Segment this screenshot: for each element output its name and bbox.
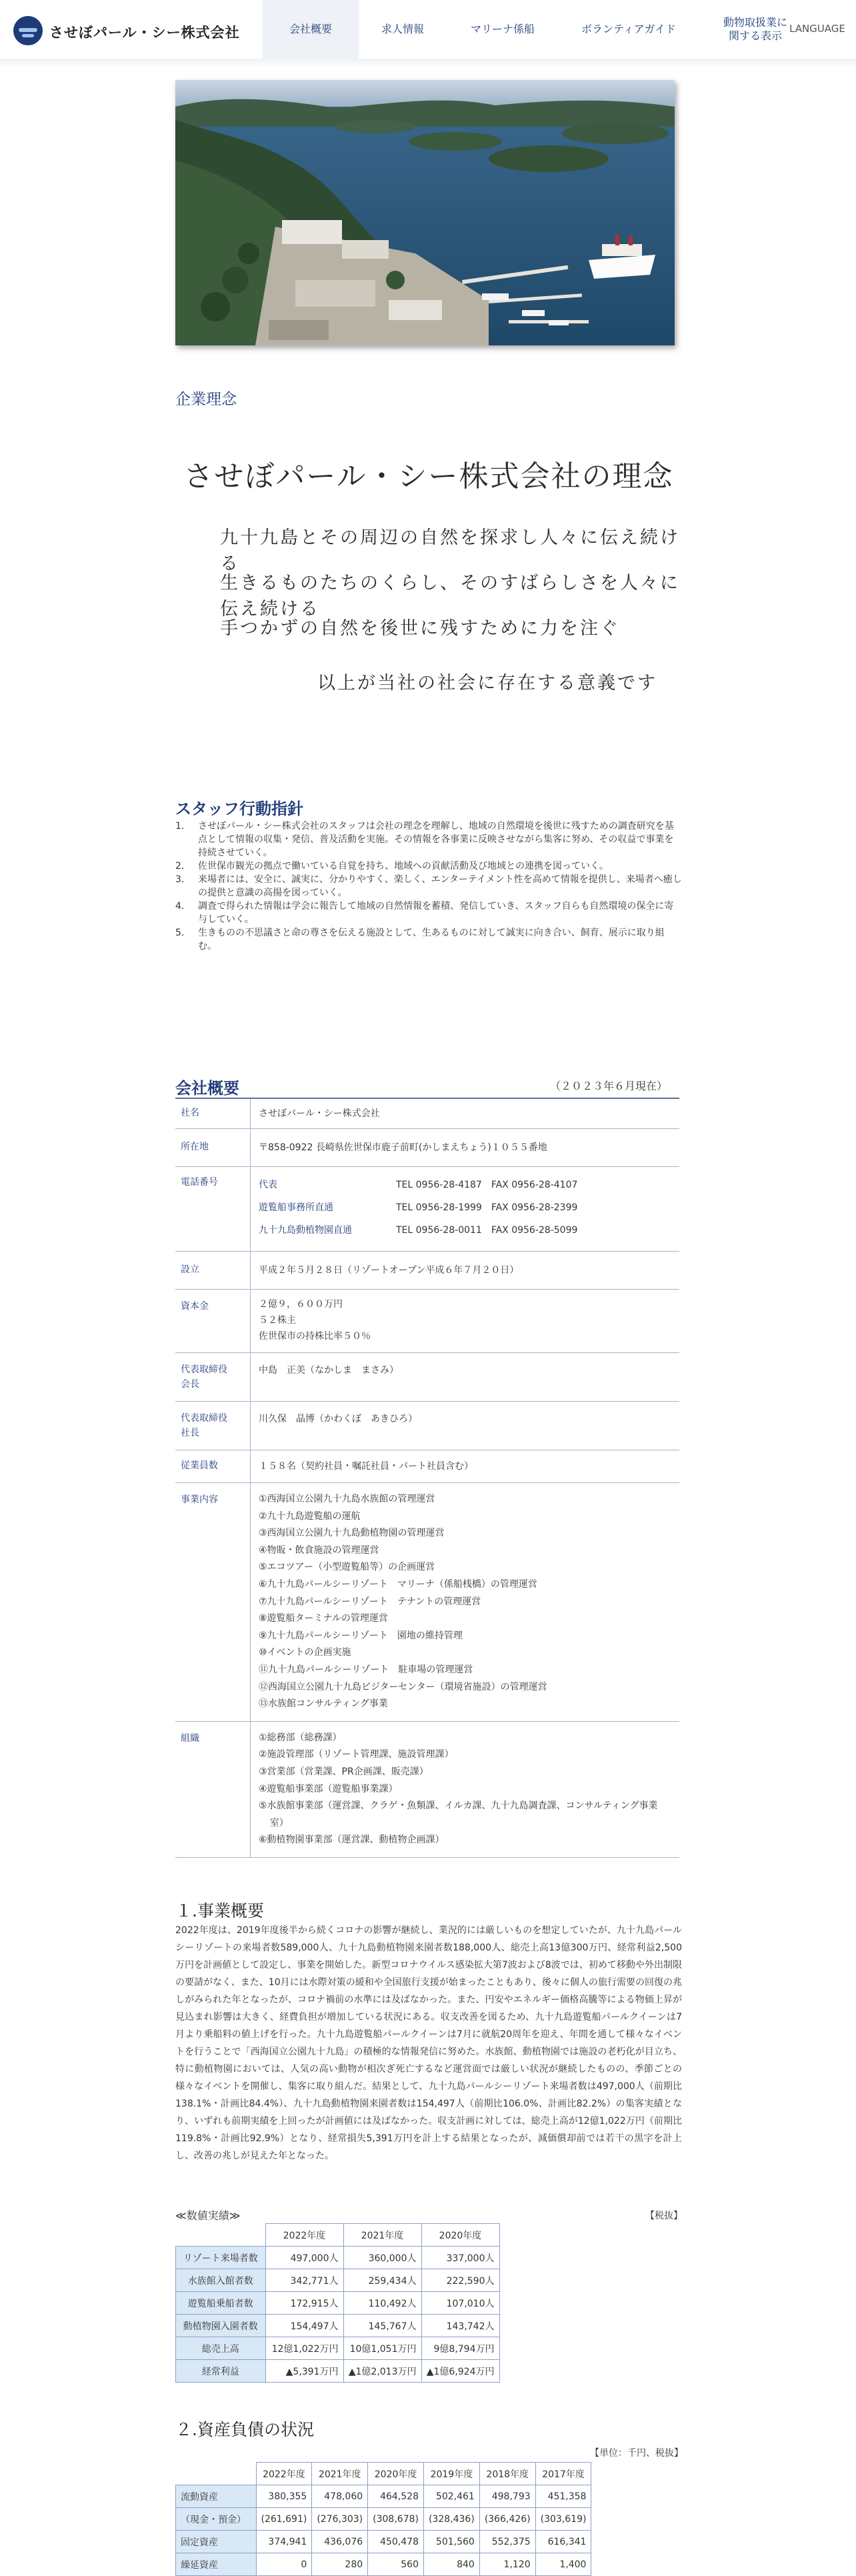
phone-number[interactable]: TEL 0956-28-1999 FAX 0956-28-2399 <box>396 1202 578 1213</box>
table-row <box>175 1402 679 1450</box>
overview-as-of-date: （２０２３年６月現在） <box>550 1080 668 1092</box>
row-header: 総売上高 <box>176 2337 266 2360</box>
table-cell: 380,355 <box>256 2485 312 2508</box>
company-overview-heading: 会社概要 <box>175 1079 239 1098</box>
employees-value: １５８名（契約社員・嘱託社員・パート社員含む） <box>259 1461 473 1472</box>
row-label: 社名 <box>175 1099 251 1128</box>
list-item: ②施設管理部（リゾート管理課、施設管理課） <box>259 1749 454 1760</box>
table-cell: 337,000人 <box>421 2247 499 2269</box>
tax-note: 【税抜】 <box>645 2211 683 2221</box>
list-item: ⑥九十九島パールシーリゾート マリーナ（係船桟橋）の管理運営 <box>259 1578 537 1590</box>
staff-guidelines-list <box>175 820 682 953</box>
capital-value <box>251 1290 679 1352</box>
list-item: 1． させぼパール・シー株式会社のスタッフは会社の理念を理解し、地域の自然環境を後世に残すための調査研究を基点として情報の収集・発信、普及活動を実施。その情報を各事業に反映させながら集客に努め、その収益で事業を持続させていく。 <box>175 821 674 858</box>
table-cell: (261,691) <box>256 2508 312 2531</box>
table-row <box>176 2292 500 2315</box>
language-selector[interactable]: LANGUAGE <box>789 23 845 35</box>
president-value: 川久保 晶博（かわくぼ あきひろ） <box>259 1414 417 1424</box>
table-cell: 280 <box>312 2553 368 2576</box>
column-header: 2020年度 <box>421 2224 499 2247</box>
row-header: 遊覧船乗船者数 <box>176 2292 266 2315</box>
table-cell: 9億8,794万円 <box>421 2337 499 2360</box>
column-header: 2019年度 <box>423 2463 479 2485</box>
table-cell: 145,767人 <box>343 2315 421 2337</box>
phone-label: 代表 <box>259 1180 277 1190</box>
results-table <box>175 2223 500 2383</box>
table-cell: 450,478 <box>368 2531 424 2553</box>
assets-table <box>175 2462 591 2576</box>
table-cell: 464,528 <box>368 2485 424 2508</box>
table-cell: 0 <box>256 2553 312 2576</box>
table-header-row <box>176 2463 591 2485</box>
list-item: ⑨九十九島パールシーリゾート 園地の維持管理 <box>259 1630 463 1641</box>
philosophy-heading: 企業理念 <box>175 391 237 408</box>
phone-numbers <box>251 1167 679 1251</box>
table-cell: ▲5,391万円 <box>265 2360 343 2383</box>
table-row <box>176 2360 500 2383</box>
company-overview-table <box>175 1098 679 1858</box>
list-item: ⑬水族館コンサルティング事業 <box>259 1698 388 1710</box>
company-name-value: させぼパール・シー株式会社 <box>259 1108 380 1119</box>
company-name[interactable]: させぼパール・シー株式会社 <box>49 25 240 41</box>
corner-cell <box>176 2224 266 2247</box>
phone-label: 九十九島動植物園直通 <box>259 1225 352 1236</box>
nav-item-marina[interactable]: マリーナ係船 <box>470 23 535 35</box>
table-cell: 342,771人 <box>265 2269 343 2292</box>
table-cell: 360,000人 <box>343 2247 421 2269</box>
philosophy-line: 九十九島とその周辺の自然を探求し人々に伝え続ける <box>220 527 680 574</box>
corner-cell <box>176 2463 257 2485</box>
table-cell: 143,742人 <box>421 2315 499 2337</box>
nav-item-jobs[interactable]: 求人情報 <box>381 23 424 35</box>
table-cell: (276,303) <box>312 2508 368 2531</box>
row-label: 所在地 <box>175 1129 251 1166</box>
results-table-title: ≪数値実績≫ <box>175 2209 241 2222</box>
list-item: ⑥動植物園事業部（運営課、動植物企画課） <box>259 1834 445 1846</box>
table-cell: 560 <box>368 2553 424 2576</box>
list-item: ①西海国立公園九十九島水族館の管理運営 <box>259 1494 435 1504</box>
unit-note: 【単位：千円、税抜】 <box>590 2448 683 2459</box>
table-cell: 259,434人 <box>343 2269 421 2292</box>
table-row <box>175 1129 679 1167</box>
list-item: ⑪九十九島パールシーリゾート 駐車場の管理運営 <box>259 1664 473 1675</box>
list-item: 3． 来場者には、安全に、誠実に、分かりやすく、楽しく、エンターテイメント性を高めて情報を提供し、来場者へ癒しの提供と意識の高揚を図っていく。 <box>175 874 682 898</box>
table-row <box>176 2269 500 2292</box>
table-cell: 436,076 <box>312 2531 368 2553</box>
list-item: ④遊覧船事業部（遊覧船事業課） <box>259 1783 398 1794</box>
table-cell: 172,915人 <box>265 2292 343 2315</box>
table-cell: 498,793 <box>479 2485 535 2508</box>
established-value: 平成２年５月２８日（リゾートオープン平成６年７月２０日） <box>259 1265 519 1276</box>
column-header: 2022年度 <box>265 2224 343 2247</box>
table-row <box>176 2531 591 2553</box>
table-row <box>176 2553 591 2576</box>
table-cell: (328,436) <box>423 2508 479 2531</box>
row-header: 経常利益 <box>176 2360 266 2383</box>
row-label: 従業員数 <box>175 1450 251 1482</box>
site-header <box>0 0 856 59</box>
philosophy-line: 手つかずの自然を後世に残すために力を注ぐ <box>220 618 620 639</box>
table-cell: 12億1,022万円 <box>265 2337 343 2360</box>
list-item: 5． 生きものの不思議さと命の尊さを伝える施設として、生あるものに対して誠実に向き合い、飼育、展示に取り組む。 <box>175 928 665 952</box>
list-item: ②九十九島遊覧船の運航 <box>259 1510 361 1522</box>
list-item: ⑤エコツアー（小型遊覧船等）の企画運営 <box>259 1562 435 1573</box>
business-list <box>251 1483 679 1721</box>
row-label: 代表取締役 会長 <box>175 1353 251 1401</box>
row-header: リゾート来場者数 <box>176 2247 266 2269</box>
organization-list <box>251 1722 679 1857</box>
nav-item-volunteer[interactable]: ボランティアガイド <box>581 23 677 35</box>
table-cell: 451,358 <box>535 2485 591 2508</box>
capital-amount: ２億９，６００万円 <box>259 1299 343 1310</box>
list-item: ⑧遊覧船ターミナルの管理運営 <box>259 1613 388 1624</box>
row-label: 資本金 <box>175 1290 251 1352</box>
table-cell: 107,010人 <box>421 2292 499 2315</box>
row-header: （現金・預金） <box>176 2508 257 2531</box>
list-item: ⑦九十九島パールシーリゾート テナントの管理運営 <box>259 1596 481 1607</box>
column-header: 2020年度 <box>368 2463 424 2485</box>
table-row <box>176 2247 500 2269</box>
list-item: ④物販・飲食施設の管理運営 <box>259 1544 379 1556</box>
list-item: ⑫西海国立公園九十九島ビジターセンター（環境省施設）の管理運営 <box>259 1681 547 1692</box>
table-row <box>175 1099 679 1129</box>
address-value: 〒858-0922 長崎県佐世保市鹿子前町(かしまえちょう)１０５５番地 <box>259 1142 547 1153</box>
table-row <box>176 2485 591 2508</box>
table-cell: 222,590人 <box>421 2269 499 2292</box>
chairman-value: 中島 正美（なかしま まさみ） <box>259 1365 399 1376</box>
business-summary-text: 2022年度は、2019年度後半から続くコロナの影響が継続し、業況的には厳しいものを想定していたが、九十九島パールシーリゾートの来場者数589,000人、九十九島動植物園来園者数188,000人、総売上高13億300万円、経常利益2,500万円を計画値として設定し、事業を開始した。新型コロナウイルス感染拡大第7波および8波では、初めて移動や外出制限の要請がなく、また、10月には水際対策の緩和や全国旅行支援が始まったこともあり、後々に個人の旅行需要の回復の兆しがみられた年となったが、コロナ禍前の水準には及ばなかった。また、円安やエネルギー価格高騰等による物価上昇が見込まれ影響は大きく、経費負担が増加している状況にある。収支改善を図るため、九十九島遊覧船パールクイーンは7月より乗船料の値上げを行った。九十九島遊覧船パールクイーンは7月に就航20周年を迎え、年間を通して様々なイベントを行うことで「西海国立公園九十九島」の積極的な情報発信に努めた。水族館、動植物園では施設の老朽化が目立ち、特に動植物園においては、人気の高い動物が相次ぎ死亡するなど運営面では厳しい状況が継続したものの、季節ごとの様々なイベントを開催し、集客に取り組んだ。結果として、九十九島パールシーリゾート来場者数は497,000人（前期比138.1%・計画比84.4%）、九十九島動植物園来園者数は154,497人（前期比106.0%、計画比82.2%）の集客実績となり、いずれも前期実績を上回ったが計画値には及ばなかった。収支計画に対しては、総売上高が12億1,022万円（前期比119.8%・計画比92.9%）となり、経常損失5,391万円を計上する結果となったが、減価償却前では若干の黒字を計上し、改善の兆しが見えた年となった。 <box>175 1925 683 2161</box>
list-item: 2． 佐世保市観光の拠点で働いている自覚を持ち、地域への貢献活動及び地域との連携を図っていく。 <box>175 861 609 872</box>
list-item: ⑩イベントの企画実施 <box>259 1647 351 1658</box>
phone-label: 遊覧船事務所直通 <box>259 1202 333 1213</box>
aerial-photo-illustration <box>175 80 675 345</box>
row-label: 電話番号 <box>175 1167 251 1251</box>
philosophy-line: 以上が当社の社会に存在する意義です <box>317 673 657 694</box>
business-summary-heading: １.事業概要 <box>175 1901 264 1920</box>
row-header: 固定資産 <box>176 2531 257 2553</box>
table-row <box>175 1167 679 1252</box>
table-cell: (366,426) <box>479 2508 535 2531</box>
table-row <box>175 1252 679 1290</box>
row-label: 設立 <box>175 1252 251 1289</box>
resort-aerial-photo <box>175 80 675 345</box>
column-header: 2021年度 <box>312 2463 368 2485</box>
row-label: 組織 <box>175 1722 251 1857</box>
row-header: 流動資産 <box>176 2485 257 2508</box>
table-row <box>175 1483 679 1722</box>
table-cell: 154,497人 <box>265 2315 343 2337</box>
nav-item-company[interactable]: 会社概要 <box>263 0 359 59</box>
table-cell: 552,375 <box>479 2531 535 2553</box>
row-header: 繰延資産 <box>176 2553 257 2576</box>
table-cell: ▲1億6,924万円 <box>421 2360 499 2383</box>
list-item: ③西海国立公園九十九島動植物園の管理運営 <box>259 1528 445 1539</box>
table-cell: 616,341 <box>535 2531 591 2553</box>
table-cell: (303,619) <box>535 2508 591 2531</box>
table-cell: 497,000人 <box>265 2247 343 2269</box>
column-header: 2021年度 <box>343 2224 421 2247</box>
table-cell: 374,941 <box>256 2531 312 2553</box>
table-row <box>175 1353 679 1402</box>
table-cell: (308,678) <box>368 2508 424 2531</box>
table-row <box>175 1290 679 1353</box>
column-header: 2017年度 <box>535 2463 591 2485</box>
table-header-row <box>176 2224 500 2247</box>
staff-guidelines-heading: スタッフ行動指針 <box>175 800 303 818</box>
table-cell: 478,060 <box>312 2485 368 2508</box>
philosophy-line: 生きるものたちのくらし、そのすばらしさを人々に伝え続ける <box>220 573 680 619</box>
phone-number[interactable]: TEL 0956-28-4187 FAX 0956-28-4107 <box>396 1180 578 1190</box>
table-cell: 501,560 <box>423 2531 479 2553</box>
table-row <box>176 2337 500 2360</box>
phone-number[interactable]: TEL 0956-28-0011 FAX 0956-28-5099 <box>396 1225 578 1236</box>
header-wave-decoration <box>0 59 856 68</box>
row-header: 水族館入館者数 <box>176 2269 266 2292</box>
column-header: 2018年度 <box>479 2463 535 2485</box>
city-share-ratio: 佐世保市の持株比率５０％ <box>259 1331 371 1342</box>
philosophy-calligraphy-title: させぼパール・シー株式会社の理念 <box>183 459 674 493</box>
list-item: ①総務部（総務課） <box>259 1732 342 1743</box>
main-nav <box>263 0 812 59</box>
table-cell: 502,461 <box>423 2485 479 2508</box>
company-logo-icon[interactable] <box>13 16 43 45</box>
table-row <box>175 1722 679 1858</box>
table-row <box>176 2315 500 2337</box>
table-row <box>176 2508 591 2531</box>
row-label: 代表取締役 社長 <box>175 1402 251 1450</box>
list-item: ⑤水族館事業部（運営課、クラゲ・魚類課、イルカ課、九十九島調査課、コンサルティング事業室） <box>259 1800 658 1828</box>
list-item: ③営業部（営業課、PR企画課、販売課） <box>259 1766 429 1777</box>
table-cell: 10億1,051万円 <box>343 2337 421 2360</box>
table-row <box>175 1450 679 1483</box>
shareholder-count: ５２株主 <box>259 1315 296 1326</box>
table-cell: 840 <box>423 2553 479 2576</box>
table-cell: 1,400 <box>535 2553 591 2576</box>
table-cell: 1,120 <box>479 2553 535 2576</box>
assets-heading: ２.資産負債の状況 <box>175 2420 314 2439</box>
table-cell: ▲1億2,013万円 <box>343 2360 421 2383</box>
row-label: 事業内容 <box>175 1483 251 1721</box>
column-header: 2022年度 <box>256 2463 312 2485</box>
row-header: 動植物園入園者数 <box>176 2315 266 2337</box>
nav-item-animal-notice[interactable]: 動物取扱業に 関する表示 <box>723 16 787 42</box>
table-cell: 110,492人 <box>343 2292 421 2315</box>
list-item: 4． 調査で得られた情報は学会に報告して地域の自然情報を蓄積、発信していき、スタッフ自らも自然環境の保全に寄与していく。 <box>175 901 674 925</box>
